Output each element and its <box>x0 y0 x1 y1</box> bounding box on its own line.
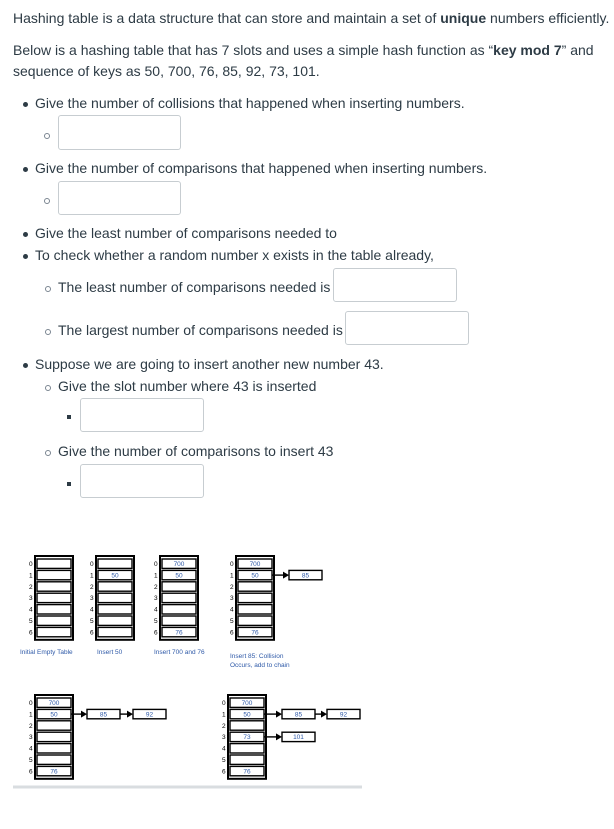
slot-value: 700 <box>173 561 185 568</box>
question-slot-43: Give the slot number where 43 is inserted <box>58 378 317 394</box>
hash-slot <box>98 616 132 625</box>
hash-slot <box>37 570 71 579</box>
slot-index: 4 <box>222 745 226 753</box>
answer-comparisons-43-input[interactable] <box>80 464 204 498</box>
slot-index: 1 <box>90 572 94 580</box>
slot-index: 5 <box>90 618 94 625</box>
slot-index: 4 <box>90 606 94 614</box>
slot-index: 5 <box>154 618 158 625</box>
hash-slot <box>238 605 272 614</box>
hash-slot <box>230 721 264 730</box>
figure-caption: Insert 700 and 76 <box>154 649 205 656</box>
slot-index: 6 <box>90 629 94 637</box>
chain-arrowhead <box>276 711 282 718</box>
slot-value: 50 <box>50 711 58 719</box>
intro-line-1: Hashing table is a data structure that can store and maintain a set of unique numbers efficiently. <box>13 10 610 26</box>
question-least-needed: The least number of comparisons needed is <box>58 279 331 295</box>
hash-slot <box>98 627 132 636</box>
slot-index: 4 <box>230 606 234 614</box>
slot-index: 4 <box>29 606 33 614</box>
hash-slot <box>230 744 264 753</box>
figure-caption: Initial Empty Table <box>20 649 73 656</box>
chain-arrowhead <box>321 711 327 718</box>
slot-value: 50 <box>243 711 251 719</box>
hash-slot <box>230 755 264 764</box>
question-least-comparisons: Give the least number of comparisons needed to <box>35 225 337 241</box>
answer-least-needed-input[interactable] <box>333 268 457 302</box>
hash-slot <box>98 593 132 602</box>
hash-slot <box>238 582 272 591</box>
slot-index: 4 <box>29 745 33 753</box>
answer-collisions-input[interactable] <box>58 115 181 150</box>
slot-index: 2 <box>29 722 33 730</box>
intro-line-3: sequence of keys as 50, 700, 76, 85, 92, 73, 101. <box>13 63 320 79</box>
intro-line-2: Below is a hashing table that has 7 slots and uses a simple hash function as “key mod 7” and <box>13 42 594 58</box>
hash-slot <box>37 582 71 591</box>
bullet <box>23 232 28 237</box>
slot-index: 6 <box>222 768 226 776</box>
slot-value: 50 <box>251 572 259 580</box>
slot-index: 6 <box>230 629 234 637</box>
sub-bullet <box>44 133 50 139</box>
answer-comparisons-input[interactable] <box>58 181 181 215</box>
sub-sub-bullet <box>67 415 71 419</box>
question-comparisons-43: Give the number of comparisons to insert 43 <box>58 443 334 459</box>
slot-index: 6 <box>154 629 158 637</box>
figure-caption: Insert 50 <box>97 649 123 656</box>
question-largest-needed: The largest number of comparisons needed is <box>58 322 343 338</box>
sub-sub-bullet <box>67 482 71 486</box>
hash-slot <box>98 559 132 568</box>
slot-index: 0 <box>230 561 234 568</box>
slot-index: 0 <box>90 561 94 568</box>
slot-index: 3 <box>90 595 94 603</box>
slot-index: 5 <box>222 757 226 764</box>
hash-slot <box>37 732 71 741</box>
hash-slot <box>37 616 71 625</box>
sub-bullet <box>45 385 51 391</box>
chain-arrowhead <box>283 572 289 579</box>
hash-slot <box>162 616 196 625</box>
hash-table-diagram <box>0 540 614 800</box>
chain-node-value: 85 <box>301 572 310 580</box>
slot-index: 3 <box>222 734 226 742</box>
slot-value: 700 <box>241 700 253 707</box>
slot-index: 4 <box>154 606 158 614</box>
chain-arrowhead <box>276 733 282 740</box>
slot-index: 1 <box>29 711 33 719</box>
slot-index: 3 <box>230 595 234 603</box>
slot-index: 2 <box>154 583 158 591</box>
slot-index: 3 <box>154 595 158 603</box>
hash-slot <box>98 582 132 591</box>
question-collisions: Give the number of collisions that happened when inserting numbers. <box>35 95 465 111</box>
slot-value: 700 <box>48 700 60 707</box>
sub-bullet <box>44 198 50 204</box>
chain-node-value: 92 <box>145 711 154 719</box>
chain-node-value: 85 <box>99 711 108 719</box>
chain-node-value: 92 <box>339 711 348 719</box>
slot-index: 1 <box>154 572 158 580</box>
bullet <box>23 254 28 259</box>
slot-value: 76 <box>243 768 251 776</box>
hash-slot <box>37 721 71 730</box>
figure-caption: Occurs, add to chain <box>230 662 290 669</box>
slot-value: 73 <box>243 734 251 742</box>
hash-slot <box>37 755 71 764</box>
hash-slot <box>37 605 71 614</box>
slot-index: 1 <box>29 572 33 580</box>
slot-index: 1 <box>222 711 226 719</box>
slot-index: 5 <box>29 757 33 764</box>
slot-index: 6 <box>29 768 33 776</box>
chain-arrowhead <box>127 711 133 718</box>
slot-index: 3 <box>29 595 33 603</box>
slot-index: 5 <box>230 618 234 625</box>
slot-value: 700 <box>249 561 261 568</box>
bullet <box>23 167 28 172</box>
hash-slot <box>37 559 71 568</box>
slot-index: 0 <box>222 700 226 707</box>
bullet <box>23 102 28 107</box>
hash-slot <box>238 593 272 602</box>
slot-value: 50 <box>175 572 183 580</box>
slot-index: 2 <box>222 722 226 730</box>
figure-caption: Insert 85: Collision <box>230 653 284 660</box>
hash-slot <box>162 582 196 591</box>
slot-index: 0 <box>29 700 33 707</box>
question-insert-43: Suppose we are going to insert another new number 43. <box>35 356 384 372</box>
sub-bullet <box>45 286 51 292</box>
hash-slot <box>238 616 272 625</box>
bullet <box>23 363 28 368</box>
chain-node-value: 85 <box>294 711 303 719</box>
slot-index: 0 <box>154 561 158 568</box>
hash-slot <box>37 744 71 753</box>
sub-bullet <box>45 450 51 456</box>
slot-index: 0 <box>29 561 33 568</box>
question-comparisons: Give the number of comparisons that happened when inserting numbers. <box>35 160 488 176</box>
slot-index: 6 <box>29 629 33 637</box>
slot-index: 1 <box>230 572 234 580</box>
slot-value: 76 <box>251 629 259 637</box>
slot-index: 3 <box>29 734 33 742</box>
slot-value: 76 <box>175 629 183 637</box>
hash-slot <box>98 605 132 614</box>
slot-index: 2 <box>90 583 94 591</box>
answer-slot-43-input[interactable] <box>80 398 204 432</box>
sub-bullet <box>45 329 51 335</box>
slot-index: 5 <box>29 618 33 625</box>
slot-value: 50 <box>111 572 119 580</box>
hash-slot <box>162 605 196 614</box>
question-check-exists: To check whether a random number x exists in the table already, <box>35 247 434 263</box>
chain-node-value: 101 <box>293 734 304 742</box>
slot-index: 2 <box>29 583 33 591</box>
hash-slot <box>37 593 71 602</box>
hash-slot <box>162 593 196 602</box>
slot-index: 2 <box>230 583 234 591</box>
hash-slot <box>37 627 71 636</box>
chain-arrowhead <box>81 711 87 718</box>
answer-largest-needed-input[interactable] <box>345 311 469 345</box>
slot-value: 76 <box>50 768 58 776</box>
